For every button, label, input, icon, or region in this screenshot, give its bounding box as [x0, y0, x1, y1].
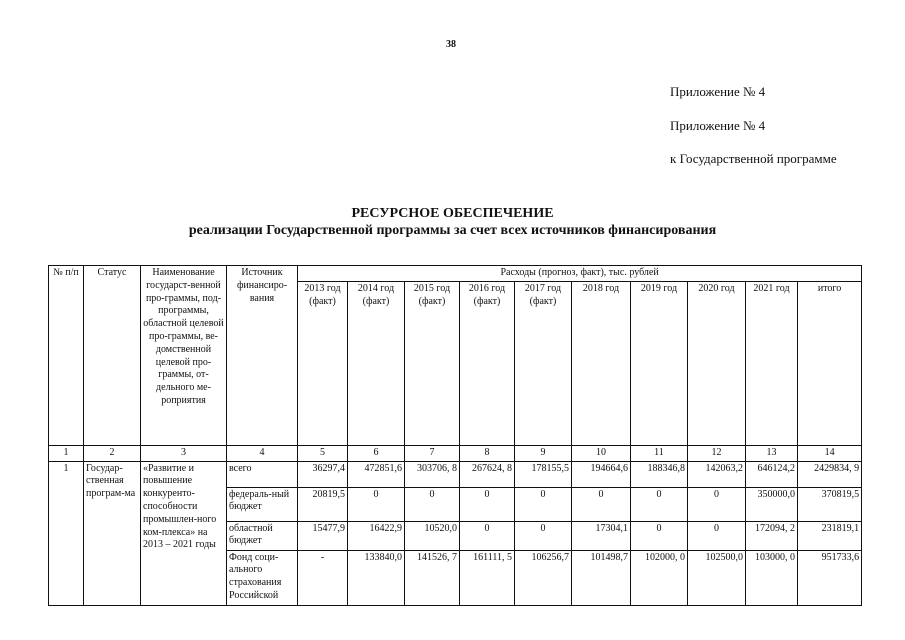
column-number: 5	[298, 445, 348, 461]
value-cell: 194664,6	[572, 461, 631, 487]
value-cell: 102500,0	[688, 550, 746, 605]
header-year: 2021 год	[746, 281, 798, 445]
appendix-label-repeat: Приложение № 4	[670, 118, 766, 133]
program-name: «Развитие и повышение конкуренто-способности промышлен-ного ком-плекса» на 2013 – 2021 годы	[141, 461, 227, 605]
value-cell: 0	[515, 521, 572, 550]
header-year: 2020 год	[688, 281, 746, 445]
column-number: 9	[515, 445, 572, 461]
column-number: 12	[688, 445, 746, 461]
value-cell: 10520,0	[405, 521, 460, 550]
value-cell: 16422,9	[348, 521, 405, 550]
value-cell: 0	[688, 487, 746, 521]
value-cell: 472851,6	[348, 461, 405, 487]
page-number: 38	[446, 39, 456, 50]
funding-source: Фонд соци-ального страхования Российской	[227, 550, 298, 605]
value-cell: 17304,1	[572, 521, 631, 550]
column-number: 7	[405, 445, 460, 461]
value-cell: 0	[460, 521, 515, 550]
header-year: 2015 год (факт)	[405, 281, 460, 445]
program-number: 1	[49, 461, 84, 605]
value-cell: 188346,8	[631, 461, 688, 487]
header-expenses: Расходы (прогноз, факт), тыс. рублей	[298, 266, 862, 282]
header-year: 2013 год (факт)	[298, 281, 348, 445]
appendix-program-ref: к Государственной программе	[670, 151, 837, 166]
column-number: 11	[631, 445, 688, 461]
column-number: 14	[798, 445, 862, 461]
column-number: 10	[572, 445, 631, 461]
value-cell: 350000,0	[746, 487, 798, 521]
header-year: 2017 год (факт)	[515, 281, 572, 445]
value-cell: 0	[631, 521, 688, 550]
appendix-label: Приложение № 4	[670, 84, 766, 99]
column-numbers-row	[49, 445, 862, 461]
value-cell: 370819,5	[798, 487, 862, 521]
header-year: 2019 год	[631, 281, 688, 445]
column-number: 13	[746, 445, 798, 461]
value-cell: -	[298, 550, 348, 605]
value-cell: 102000, 0	[631, 550, 688, 605]
value-cell: 15477,9	[298, 521, 348, 550]
value-cell: 141526, 7	[405, 550, 460, 605]
value-cell: 36297,4	[298, 461, 348, 487]
value-cell: 0	[405, 487, 460, 521]
column-number: 6	[348, 445, 405, 461]
document-subtitle: реализации Государственной программы за счет всех источников финансирования	[188, 223, 717, 238]
funding-source: областной бюджет	[227, 521, 298, 550]
funding-source: всего	[227, 461, 298, 487]
column-number: 8	[460, 445, 515, 461]
header-num: № п/п	[49, 266, 84, 446]
header-status: Статус	[84, 266, 141, 446]
value-cell: 172094, 2	[746, 521, 798, 550]
value-cell: 142063,2	[688, 461, 746, 487]
header-row	[49, 266, 862, 282]
value-cell: 303706, 8	[405, 461, 460, 487]
value-cell: 231819,1	[798, 521, 862, 550]
program-status: Государ-ственная програм-ма	[84, 461, 141, 605]
value-cell: 951733,6	[798, 550, 862, 605]
value-cell: 0	[348, 487, 405, 521]
value-cell: 106256,7	[515, 550, 572, 605]
value-cell: 0	[572, 487, 631, 521]
value-cell: 267624, 8	[460, 461, 515, 487]
header-total: итого	[798, 281, 862, 445]
header-name: Наименование государст-венной про-граммы, под-программы, областной целевой про-граммы, ве-домственной целевой про-граммы, от-дельного ме-роприятия	[141, 266, 227, 446]
value-cell: 0	[631, 487, 688, 521]
column-number: 2	[84, 445, 141, 461]
value-cell: 0	[460, 487, 515, 521]
value-cell: 20819,5	[298, 487, 348, 521]
header-year: 2018 год	[572, 281, 631, 445]
value-cell: 103000, 0	[746, 550, 798, 605]
value-cell: 101498,7	[572, 550, 631, 605]
resource-table	[48, 265, 862, 606]
value-cell: 161111, 5	[460, 550, 515, 605]
header-year: 2016 год (факт)	[460, 281, 515, 445]
value-cell: 133840,0	[348, 550, 405, 605]
value-cell: 178155,5	[515, 461, 572, 487]
column-number: 3	[141, 445, 227, 461]
document-title: РЕСУРСНОЕ ОБЕСПЕЧЕНИЕ	[351, 206, 554, 221]
table-row	[49, 461, 862, 487]
value-cell: 0	[515, 487, 572, 521]
value-cell: 2429834, 9	[798, 461, 862, 487]
value-cell: 646124,2	[746, 461, 798, 487]
funding-source: федераль-ный бюджет	[227, 487, 298, 521]
column-number: 4	[227, 445, 298, 461]
header-year: 2014 год (факт)	[348, 281, 405, 445]
value-cell: 0	[688, 521, 746, 550]
column-number: 1	[49, 445, 84, 461]
header-source: Источник финансиро-вания	[227, 266, 298, 446]
